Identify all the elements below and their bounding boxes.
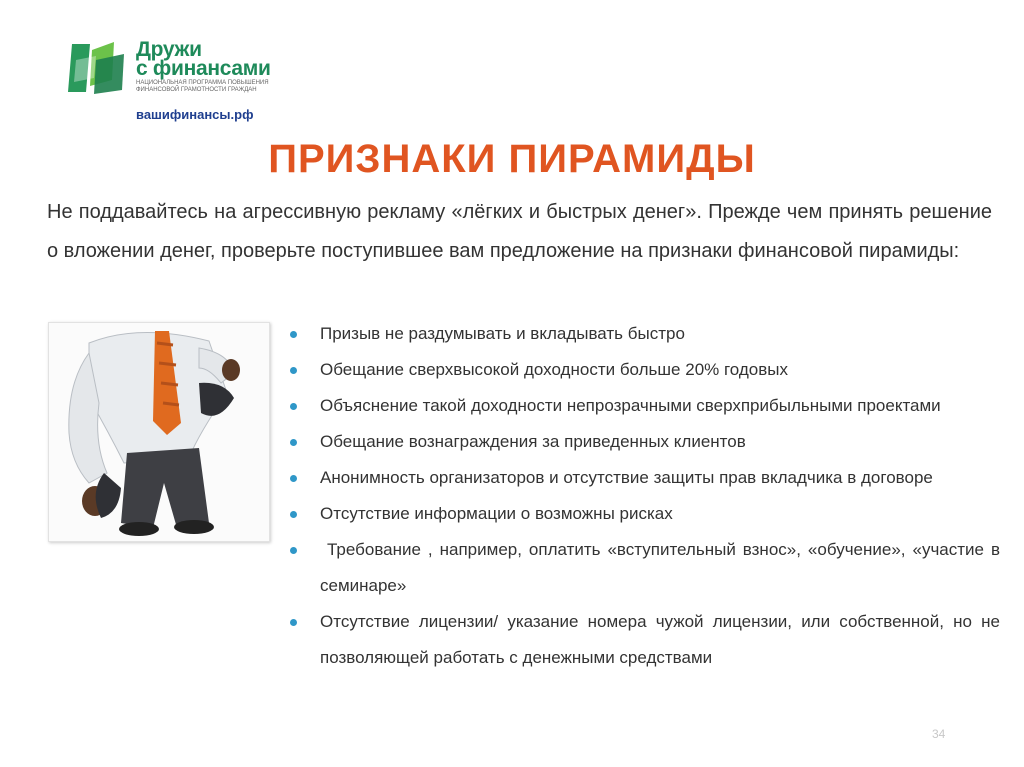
list-item: [286, 424, 1000, 460]
list-item: [286, 352, 1000, 388]
list-item-text: Обещание сверхвысокой доходности больше 20% годовых: [320, 360, 789, 379]
logo-subtitle: [136, 80, 269, 94]
bullet-dot-icon: [290, 403, 297, 410]
list-item: [286, 496, 1000, 532]
pyramid-signs-list: [286, 316, 1005, 676]
logo-subtitle-line1: НАЦИОНАЛЬНАЯ ПРОГРАММА ПОВЫШЕНИЯ: [136, 80, 269, 86]
logo-website: вашифинансы.рф: [136, 107, 254, 122]
bullet-dot-icon: [290, 547, 297, 554]
logo-subtitle-line2: ФИНАНСОВОЙ ГРАМОТНОСТИ ГРАЖДАН: [136, 87, 257, 93]
page-number: 34: [932, 727, 946, 741]
logo: [66, 38, 296, 128]
logo-title-line2: с финансами: [136, 57, 271, 80]
page-title: ПРИЗНАКИ ПИРАМИДЫ: [268, 137, 756, 181]
bullet-dot-icon: [290, 511, 297, 518]
logo-mark-icon: [66, 40, 128, 96]
list-item-text: Призыв не раздумывать и вкладывать быстро: [320, 324, 685, 343]
bullet-dot-icon: [290, 367, 297, 374]
list-item: [286, 460, 1000, 496]
list-item: [286, 388, 1000, 424]
list-item: [286, 532, 1005, 604]
list-item-text: Отсутствие лицензии/ указание номера чужой лицензии, или собственной, но не позволяющей работать с денежными средствами: [320, 612, 1000, 667]
bullet-dot-icon: [290, 619, 297, 626]
list-item-text: Требование , например, оплатить «вступительный взнос», «обучение», «участие в семинаре»: [320, 540, 1005, 595]
logo-title-line1: Дружи: [136, 38, 202, 61]
list-item-text: Обещание вознаграждения за приведенных клиентов: [320, 432, 746, 451]
list-item: [286, 316, 1000, 352]
list-item-text: Отсутствие информации о возможны рисках: [320, 504, 673, 523]
list-item-text: Анонимность организаторов и отсутствие защиты прав вкладчика в договоре: [320, 468, 933, 487]
bullet-dot-icon: [290, 331, 297, 338]
bullet-dot-icon: [290, 439, 297, 446]
intro-paragraph: Не поддавайтесь на агрессивную рекламу «лёгких и быстрых денег». Прежде чем принять решение о вложении денег, проверьте поступившее вам предложение на признаки финансовой пирамиды:: [47, 201, 992, 262]
list-item: [286, 604, 1000, 676]
man-illustration-svg: [49, 323, 269, 541]
list-item-text: Объяснение такой доходности непрозрачными сверхприбыльными проектами: [320, 396, 941, 415]
bullet-dot-icon: [290, 475, 297, 482]
man-empty-pockets-illustration: [48, 322, 270, 542]
